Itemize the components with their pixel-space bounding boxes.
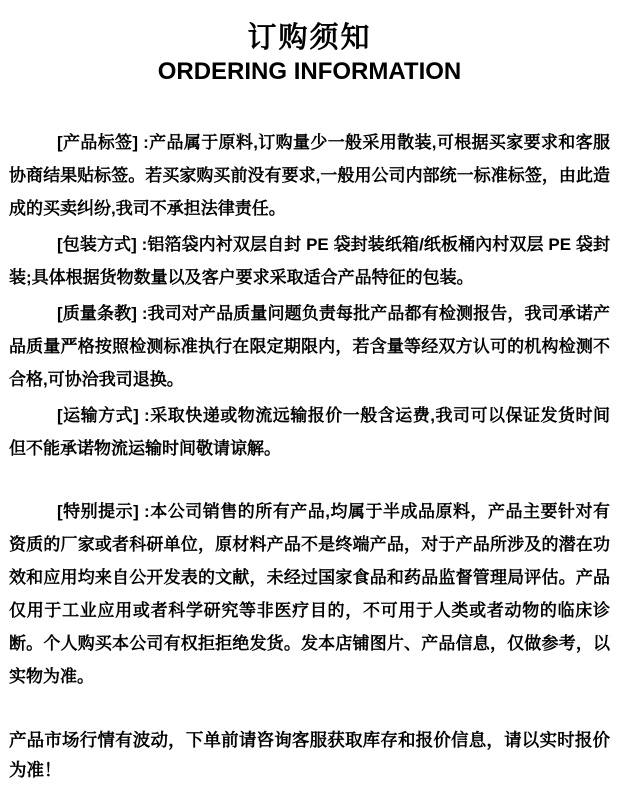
paragraph-product-label: [产品标签] :产品属于原料,订购量少一般采用散装,可根据买家要求和客服协商结果贴标签。若买家购买前没有要求,一般用公司内部统一标准标签，由此造成的买卖纠纷,我司不承担法律责任。 <box>9 132 610 218</box>
paragraph-quality-terms: [质量条教] :我司对产品质量问题负责每批产品都有检测报告，我司承诺产品质量严格按照检测标准执行在限定期限内，若含量等经双方认可的机构检测不合格,可协洽我司退换。 <box>9 303 610 389</box>
market-price-notice: 产品市场行情有波动，下单前请咨询客服获取库存和报价信息，请以实时报价为准！ <box>9 729 610 780</box>
page-title: 订购须知 <box>247 22 372 54</box>
paragraphs-container <box>9 126 610 693</box>
paragraph-packaging: [包装方式] :铝箔袋内衬双层自封 PE 袋封装纸箱/纸板桶內村双层 PE 袋封装;具体根据货物数量以及客户要求采取适合产品特征的包装。 <box>9 234 610 287</box>
paragraph-special-notice: [特别提示] :本公司销售的所有产品,均属于半成品原料，产品主要针对有资质的厂家或者科研单位，原材料产品不是终端产品，对于产品所涉及的潜在功效和应用均来自公开发表的文献，未经过国家食品和药品监督管理局评估。产品仅用于工业应用或者科学研究等非医疗目的，不可用于人类或者动物的临床诊断。个人购买本公司有权拒拒绝发货。发本店铺图片、产品信息，仅做参考，以实物为准。 <box>9 501 610 686</box>
paragraph-shipping: [运输方式] :采取快递或物流远输报价一般含运费,我司可以保证发货时间但不能承诺物流运输时间敬请谅解。 <box>9 405 610 458</box>
page-subtitle: ORDERING INFORMATION <box>157 58 462 86</box>
